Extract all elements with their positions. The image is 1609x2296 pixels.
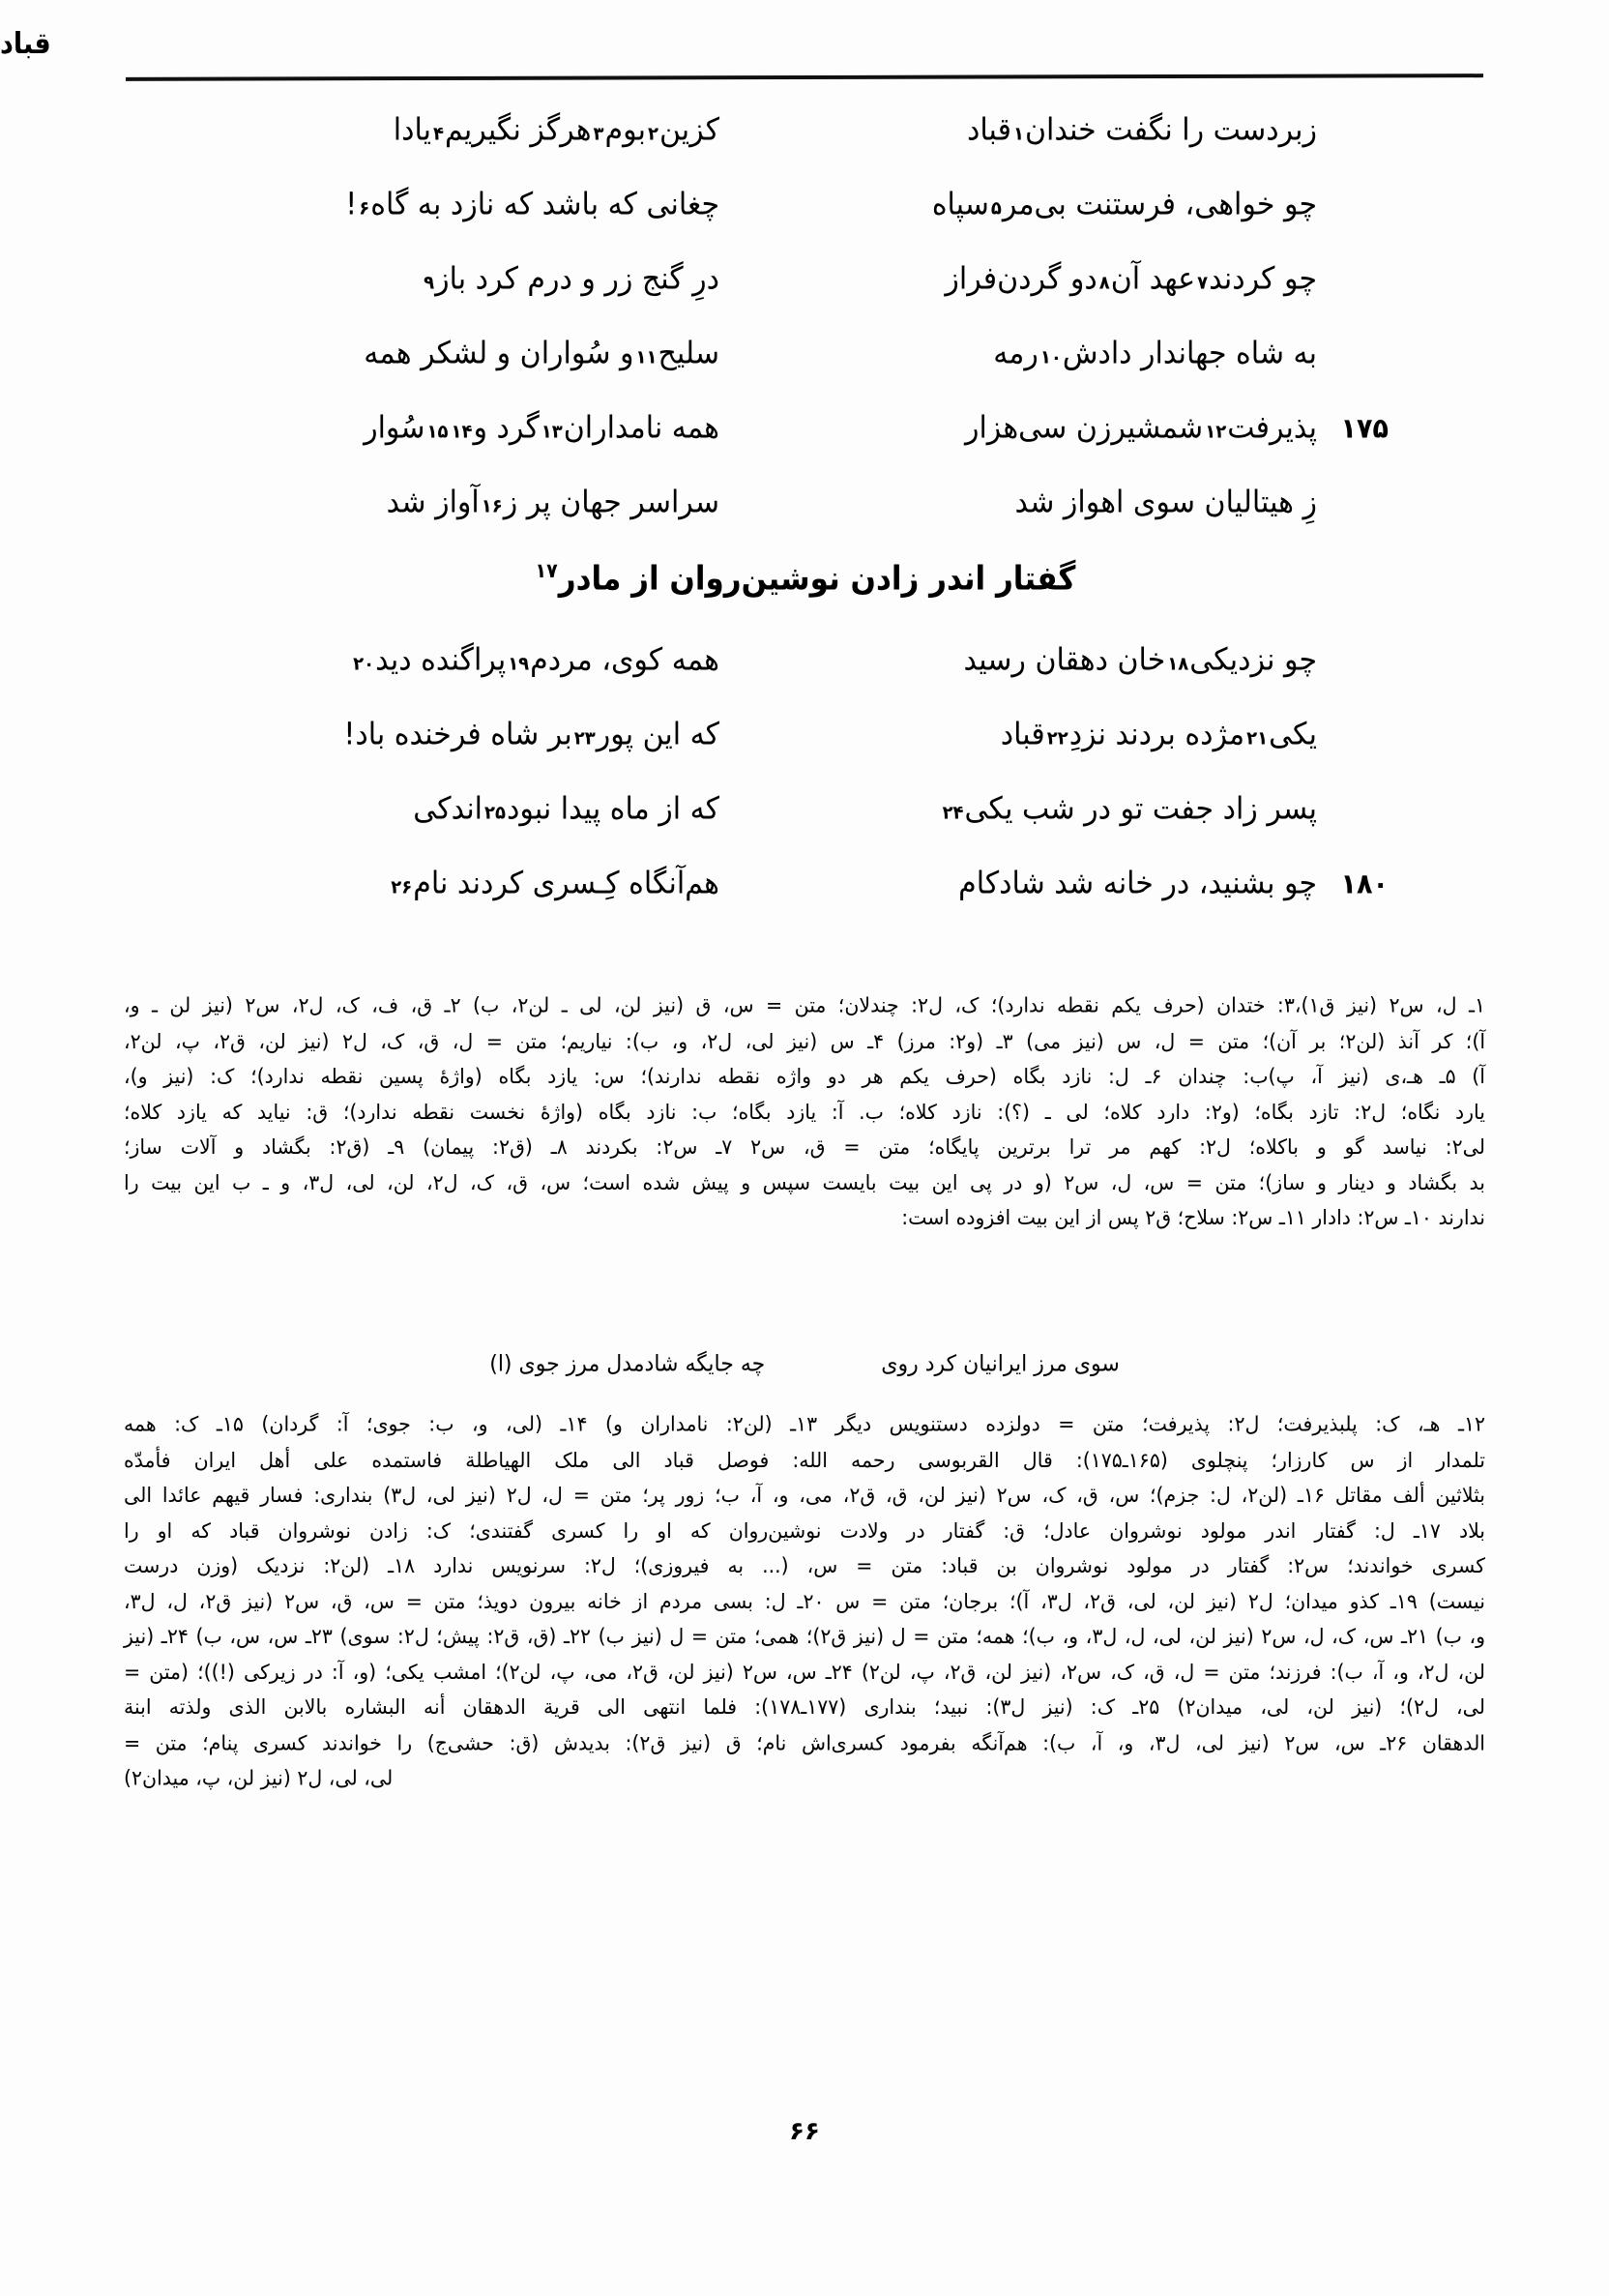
hemistich-right — [748, 865, 1445, 902]
footnote-marker: ۲۴ — [942, 802, 964, 824]
hemistich-left — [79, 186, 748, 223]
apparatus-line: آ)؛ کر آنذ (لن۲؛ بر آن)؛ متن = ل، س (نیز می) ۳ـ (و۲: مرز) ۴ـ س (نیز لی، ل۲، و، ب): نیاریم؛ متن = ل، ق، ک، ل۲ (نیز لن، ق۲، پ، لن۲، — [124, 1028, 1486, 1053]
hemistich-left — [79, 484, 748, 521]
verse-number: ۱۷۵ — [1340, 413, 1389, 445]
footnote-marker: ۱۰ — [1039, 346, 1062, 368]
footnote-marker: ۱۷ — [535, 559, 558, 583]
right-hemistich-text: پسر زاد جفت تو در شب یکی — [964, 790, 1317, 828]
footnote-marker: ۵ — [990, 197, 1002, 220]
footnote-marker: ۴ — [432, 123, 444, 145]
right-hemistich-text: خان دهقان رسید — [963, 641, 1166, 679]
left-hemistich-text: ! — [345, 186, 358, 223]
apparatus-line: بلاد ۱۷ـ ل: گفتار اندر مولود نوشروان عادل؛ ق: گفتار در ولادت نوشین‌روان که او را کسری گفتندی؛ ک: زادن نوشروان قباد که او را — [124, 1517, 1486, 1543]
right-hemistich-text: عهد آن — [1110, 260, 1196, 298]
apparatus-line: لن، ل۲، و، آ، ب): فرزند؛ متن = ل، ق، ک، س۲، (نیز لن، ق۲، پ، لن۲) ۲۴ـ س، س۲ (نیز لن، ق۲، می، پ، لن۲)؛ امشب یکی؛ (و، آ: در زیرکی (!))؛ (متن = — [124, 1660, 1485, 1684]
footnote-marker: ۲۲ — [1046, 727, 1068, 750]
apparatus-verse-left: سوی مرز ایرانیان کرد روی — [881, 1351, 1120, 1377]
right-hemistich-text: قباد — [967, 111, 1011, 149]
right-hemistich-text: شمشیرزن سی‌هزار — [964, 409, 1204, 447]
left-hemistich-text: سراسر جهان پر ز — [503, 484, 719, 521]
couplet-row — [164, 865, 1445, 944]
right-hemistich-text: زِ هیتالیان سوی اهواز شد — [1014, 484, 1317, 521]
hemistich-left — [79, 865, 748, 902]
right-hemistich-text: به شاه جهاندار دادش — [1062, 335, 1317, 372]
right-hemistich-text: مژده بردند نزدِ — [1068, 716, 1245, 753]
left-hemistich-text: بر شاه فرخنده باد! — [343, 716, 572, 753]
footnote-marker: ۱۴ — [451, 421, 473, 443]
left-hemistich-text: آواز شد — [386, 484, 480, 521]
apparatus-line: آ) ۵ـ هـ،ی (نیز آ، پ)ب: چندان ۶ـ ل: نازد بگاه (حرف یکم هر دو واژه نقطه ندارند)؛ س: یازد بگاه (واژهٔ پسین نقطه ندارد)؛ ک: (نیز و)، — [124, 1064, 1486, 1088]
left-hemistich-text: گرد و — [473, 409, 540, 447]
footnote-marker: ۲ — [647, 123, 658, 145]
apparatus-line: لی، ل۲)؛ (نیز لن، لی، میدان۲) ۲۵ـ ک: (نیز ل۳): نبید؛ بنداری (۱۷۷ـ۱۷۸): فلما انتهی الی قریة الدهقان أنه البشاره بالابن الذی ولذته ابنة — [124, 1694, 1485, 1720]
running-head — [0, 29, 1483, 59]
hemistich-right — [748, 409, 1445, 447]
footnote-marker: ۱۳ — [541, 421, 563, 443]
apparatus-line: لی، لی، ل۲ (نیز لن، پ، میدان۲) — [124, 1765, 394, 1790]
couplet-row — [164, 111, 1445, 191]
right-hemistich-text: چو نزدیکی — [1189, 641, 1317, 679]
critical-apparatus-bottom — [124, 1407, 1485, 1796]
left-hemistich-text: که این پور — [596, 716, 719, 753]
left-hemistich-text: هرگز نگیریم — [444, 111, 592, 149]
apparatus-line: بثلاثین ألف مقاتل ۱۶ـ (لن۲، ل: جزم)؛ س، ق، ک، س۲ (نیز لن، ق، ق۲، می، و، آ، ب؛ زور پر؛ متن = ل، ل۲ (نیز لی، ل۳) بنداری: فسار قیهم عائدا الی — [124, 1483, 1486, 1507]
couplet-row — [164, 790, 1445, 869]
critical-apparatus-top — [124, 988, 1485, 1236]
right-hemistich-text: قباد — [1000, 716, 1045, 753]
header-rule — [126, 74, 1483, 81]
right-hemistich-text: چو کردند — [1209, 260, 1317, 298]
footnote-marker: ۱۲ — [1205, 421, 1227, 443]
apparatus-verse-right: چه جایگه شادمدل مرز جوی (ا) — [489, 1351, 766, 1377]
left-hemistich-text: همه کوی، مردم — [530, 641, 719, 679]
right-hemistich-text: پذیرفت — [1227, 409, 1317, 447]
folio-number: ۶۶ — [789, 2117, 820, 2146]
apparatus-line: الدهقان ۲۶ـ س، س۲ (نیز لی، ل۳، و، آ، ب): هم‌آنگه بفرمود کسری‌اش نام؛ ق (نیز ق۲): بدیدش (ق: حشی‌ج) را خواندند کسری پنام؛ متن = — [124, 1730, 1486, 1754]
hemistich-right — [748, 641, 1445, 679]
footnote-marker: ۳ — [593, 123, 604, 145]
right-hemistich-text: چو خواهی، فرستنت بی‌مر — [1002, 186, 1317, 223]
left-hemistich-text: سُوار — [364, 409, 425, 447]
apparatus-line: نیست) ۱۹ـ کذو میدان؛ ل۲ (نیز لن، لی، ق۲، ل۳، آ)؛ برجان؛ متن = س ۲۰ـ ل: بسی مردم از خانه بیرون دویذ؛ متن = س، ق، س۲ (نیز ق۲، ل، ل۳، — [124, 1588, 1486, 1613]
right-hemistich-text: چو بشنید، در خانه شد شادکام — [958, 865, 1317, 902]
left-hemistich-text: و سُواران و لشکر همه — [364, 335, 634, 372]
left-hemistich-text: بوم — [604, 111, 646, 149]
hemistich-right — [748, 790, 1445, 828]
apparatus-line: و، ب) ۲۱ـ س، ک، ل، س۲ (نیز لن، لی، ل، ل۳، و، ب)؛ همه؛ متن = ل (نیز ق۲)؛ همی؛ متن = ل (نیز ب) ۲۲ـ (ق، ق۲: پیش؛ ل۲: سوی) ۲۳ـ س، س، ب) ۲۴ـ (نیز — [124, 1624, 1486, 1649]
hemistich-left — [79, 790, 748, 828]
right-hemistich-text: رمه — [993, 335, 1039, 372]
footnote-marker: ۸ — [1098, 272, 1110, 294]
apparatus-line: ندارند ۱۰ـ س۲: دادار ۱۱ـ س۲: سلاح؛ ق۲ پس از این بیت افزوده است: — [901, 1205, 1485, 1230]
footnote-marker: ۲۵ — [484, 802, 506, 824]
section-heading-text: گفتار اندر زادن نوشین‌روان از مادر — [558, 559, 1076, 599]
apparatus-line: لی۲: نیاسد گو و باکلاه؛ ل۲: کهم مر ترا برترین پایگاه؛ متن = ق، س۲ ۷ـ س۲: بکردند ۸ـ (ق۲: پیمان) ۹ـ (ق۲: بگشاد و آلات ساز؛ — [124, 1134, 1486, 1160]
left-hemistich-text: اندکی — [413, 790, 483, 828]
couplet-row — [164, 484, 1445, 563]
left-hemistich-text: چغانی که باشد که نازد به گاه — [370, 186, 719, 223]
hemistich-right — [748, 111, 1445, 149]
footnote-marker: ۲۱ — [1246, 727, 1269, 750]
couplet-row — [164, 335, 1445, 414]
apparatus-line: ۱۲ـ هـ، ک: پلبذیرفت؛ ل۲: پذیرفت؛ متن = دولزده دستنویس دیگر ۱۳ـ (لن۲: نامداران و) ۱۴ـ (لی، و، ب: جوی؛ آ: گردان) ۱۵ـ ک: همه — [124, 1412, 1485, 1436]
right-hemistich-text: یکی — [1269, 716, 1317, 753]
left-hemistich-text: کزین — [658, 111, 719, 149]
section-heading — [164, 559, 1445, 598]
hemistich-right — [748, 716, 1445, 753]
footnote-marker: ۱۵ — [426, 421, 449, 443]
left-hemistich-text: که از ماه پیدا نبود — [506, 790, 719, 828]
couplet-row — [164, 716, 1445, 795]
couplet-row — [164, 186, 1445, 265]
running-head-title: قباد — [0, 27, 51, 61]
apparatus-line: یارد نگاه؛ ل۲: تازد بگاه؛ (و۲: دارد کلاه؛ لی ـ (؟): نازد کلاه؛ ب. آ: یازد بگاه؛ ب: نازد بگاه (واژهٔ نخست نقطه ندارد)؛ ق: نیاید که یازد کلاه؛ — [124, 1099, 1485, 1124]
left-hemistich-text: همه نامداران — [563, 409, 719, 447]
verse-block-stanza-2 — [164, 641, 1445, 944]
footnote-marker: ۱۹ — [508, 653, 530, 675]
left-hemistich-text: درِ گنج زر و درم کرد باز — [435, 260, 719, 298]
apparatus-line: ۱ـ ل، س۲ (نیز ق۱)،۳: ختدان (حرف یکم نقطه ندارد)؛ ک، ل۲: چندلان؛ متن = س، ق (نیز لن، لی ـ لن۲، ب) ۲ـ ق، ف، ک، ل۲، س۲ (نیز لن ـ و، — [124, 993, 1485, 1017]
apparatus-inset-verse — [124, 1351, 1485, 1376]
hemistich-right — [748, 484, 1445, 521]
footnote-marker: ۲۳ — [573, 727, 596, 750]
hemistich-right — [748, 260, 1445, 298]
left-hemistich-text: پراگنده دید — [375, 641, 507, 679]
left-hemistich-text: هم‌آنگاه کِـسری کردند نام — [413, 865, 719, 902]
footnote-marker: ۱ — [1012, 123, 1024, 145]
verse-number: ۱۸۰ — [1340, 868, 1389, 900]
couplet-row — [164, 641, 1445, 721]
footnote-marker: ۱۱ — [635, 346, 658, 368]
hemistich-left — [79, 335, 748, 372]
footnote-marker: ۲۰ — [353, 653, 375, 675]
hemistich-left — [79, 716, 748, 753]
couplet-row — [164, 260, 1445, 339]
left-hemistich-text: سلیح — [658, 335, 719, 372]
right-hemistich-text: دو گردن‌فراز — [945, 260, 1097, 298]
hemistich-left — [79, 641, 748, 679]
hemistich-left — [79, 409, 748, 447]
footnote-marker: ۶ — [359, 197, 370, 220]
right-hemistich-text: زبردست را نگفت خندان — [1024, 111, 1317, 149]
apparatus-line: بد بگشاد و دینار و ساز)؛ متن = س، ل، س۲ (و در پی این بیت بایست سپس و پیش شده است؛ س، ق، ک، ل۲، لن، لی، ل۳، و ـ ب این بیت را — [124, 1169, 1485, 1194]
footnote-marker: ۲۶ — [391, 876, 413, 898]
footnote-marker: ۷ — [1197, 272, 1209, 294]
couplet-row — [164, 409, 1445, 488]
apparatus-line: تلمدار از س کارزار؛ پنچلوی (۱۶۵ـ۱۷۵): قال القربوسی رحمه الله: فوصل قباد الی ملک الهیاطلة فاستمده علی أهل ایران فأمدّه — [124, 1447, 1485, 1472]
right-hemistich-text: سپاه — [931, 186, 989, 223]
hemistich-right — [748, 186, 1445, 223]
hemistich-left — [79, 260, 748, 298]
hemistich-left — [79, 111, 748, 149]
left-hemistich-text: یادا — [393, 111, 431, 149]
hemistich-right — [748, 335, 1445, 372]
footnote-marker: ۱۶ — [481, 495, 503, 517]
footnote-marker: ۹ — [424, 272, 435, 294]
footnote-marker: ۱۸ — [1167, 653, 1189, 675]
verse-block-stanza-1 — [164, 111, 1445, 563]
apparatus-line: کسری خواندند؛ س۲: گفتار در مولود نوشروان بن قباد: متن = س، (... به فیروزی)؛ ل۲: سرنویس ندارد ۱۸ـ (لن۲: نزدیک (وزن درست — [124, 1553, 1485, 1578]
